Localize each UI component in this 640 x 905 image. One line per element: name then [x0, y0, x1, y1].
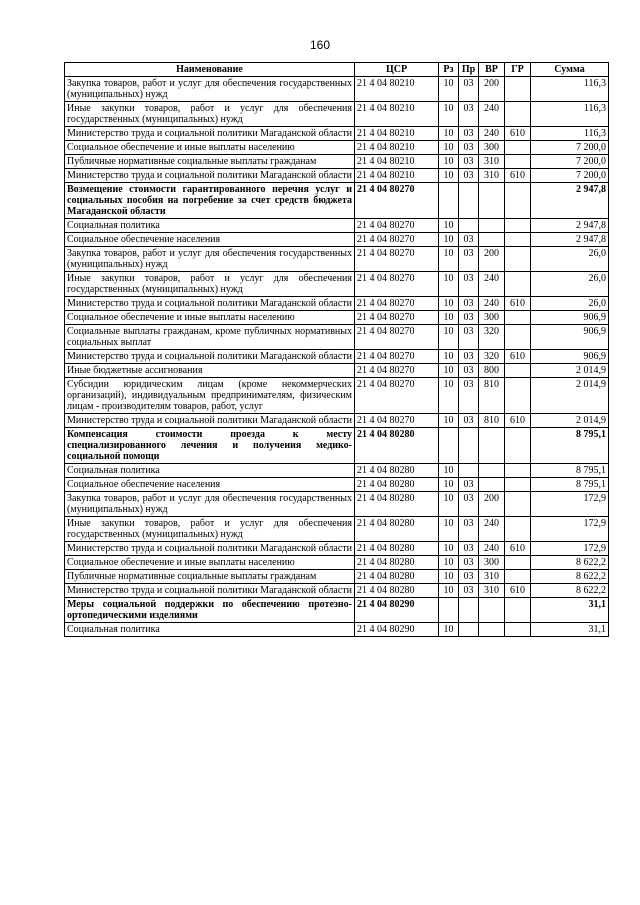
cell-gr: [505, 570, 531, 584]
cell-vr: 240: [479, 517, 505, 542]
cell-rz: 10: [439, 272, 459, 297]
cell-name: Публичные нормативные социальные выплаты гражданам: [65, 570, 355, 584]
cell-rz: [439, 183, 459, 219]
cell-gr: [505, 517, 531, 542]
cell-sum: 31,1: [531, 598, 609, 623]
cell-csr: 21 4 04 80280: [355, 478, 439, 492]
cell-csr: 21 4 04 80270: [355, 297, 439, 311]
cell-gr: [505, 183, 531, 219]
cell-vr: [479, 623, 505, 637]
cell-name: Компенсация стоимости проезда к месту специализированного лечения и получения медико-социальной помощи: [65, 428, 355, 464]
cell-name: Социальное обеспечение и иные выплаты населению: [65, 556, 355, 570]
table-row: [65, 127, 609, 141]
cell-gr: [505, 247, 531, 272]
cell-pr: [459, 623, 479, 637]
cell-gr: 610: [505, 350, 531, 364]
cell-gr: [505, 311, 531, 325]
cell-name: Иные закупки товаров, работ и услуг для обеспечения государственных (муниципальных) нужд: [65, 272, 355, 297]
cell-rz: 10: [439, 169, 459, 183]
table-row: [65, 325, 609, 350]
cell-gr: [505, 598, 531, 623]
cell-rz: 10: [439, 233, 459, 247]
cell-vr: [479, 233, 505, 247]
cell-rz: 10: [439, 378, 459, 414]
cell-csr: 21 4 04 80270: [355, 247, 439, 272]
cell-sum: 2 014,9: [531, 364, 609, 378]
cell-pr: 03: [459, 414, 479, 428]
cell-csr: 21 4 04 80280: [355, 428, 439, 464]
cell-csr: 21 4 04 80290: [355, 598, 439, 623]
cell-sum: 2 014,9: [531, 378, 609, 414]
cell-rz: 10: [439, 517, 459, 542]
header-vr: ВР: [479, 63, 505, 77]
cell-name: Закупка товаров, работ и услуг для обеспечения государственных (муниципальных) нужд: [65, 492, 355, 517]
cell-name: Социальная политика: [65, 219, 355, 233]
cell-name: Закупка товаров, работ и услуг для обеспечения государственных (муниципальных) нужд: [65, 77, 355, 102]
cell-gr: [505, 428, 531, 464]
cell-sum: 906,9: [531, 311, 609, 325]
cell-sum: 26,0: [531, 297, 609, 311]
cell-pr: 03: [459, 556, 479, 570]
cell-rz: [439, 598, 459, 623]
table-row: [65, 623, 609, 637]
table-row: [65, 102, 609, 127]
cell-gr: [505, 464, 531, 478]
cell-csr: 21 4 04 80210: [355, 102, 439, 127]
cell-name: Иные закупки товаров, работ и услуг для обеспечения государственных (муниципальных) нужд: [65, 102, 355, 127]
table-row: [65, 350, 609, 364]
table-body: [65, 77, 609, 637]
cell-name: Социальное обеспечение населения: [65, 478, 355, 492]
cell-sum: 8 795,1: [531, 464, 609, 478]
cell-sum: 7 200,0: [531, 155, 609, 169]
cell-name: Министерство труда и социальной политики Магаданской области: [65, 542, 355, 556]
cell-csr: 21 4 04 80210: [355, 77, 439, 102]
cell-vr: 310: [479, 570, 505, 584]
cell-vr: 200: [479, 77, 505, 102]
cell-pr: 03: [459, 155, 479, 169]
cell-name: Социальная политика: [65, 464, 355, 478]
cell-sum: 172,9: [531, 492, 609, 517]
cell-pr: 03: [459, 517, 479, 542]
cell-rz: 10: [439, 77, 459, 102]
cell-gr: [505, 219, 531, 233]
cell-sum: 26,0: [531, 272, 609, 297]
cell-csr: 21 4 04 80270: [355, 233, 439, 247]
table-row: [65, 598, 609, 623]
cell-csr: 21 4 04 80280: [355, 542, 439, 556]
header-name: Наименование: [65, 63, 355, 77]
cell-rz: 10: [439, 297, 459, 311]
cell-sum: 2 947,8: [531, 219, 609, 233]
cell-pr: 03: [459, 141, 479, 155]
cell-pr: [459, 219, 479, 233]
cell-name: Министерство труда и социальной политики Магаданской области: [65, 297, 355, 311]
cell-pr: 03: [459, 570, 479, 584]
cell-csr: 21 4 04 80280: [355, 492, 439, 517]
cell-gr: [505, 77, 531, 102]
table-row: [65, 364, 609, 378]
cell-sum: 8 622,2: [531, 556, 609, 570]
cell-gr: [505, 272, 531, 297]
cell-csr: 21 4 04 80210: [355, 155, 439, 169]
cell-pr: 03: [459, 378, 479, 414]
cell-name: Министерство труда и социальной политики Магаданской области: [65, 414, 355, 428]
cell-pr: 03: [459, 350, 479, 364]
page-number: 160: [309, 38, 331, 52]
cell-sum: 116,3: [531, 127, 609, 141]
cell-rz: 10: [439, 141, 459, 155]
cell-csr: 21 4 04 80210: [355, 127, 439, 141]
cell-csr: 21 4 04 80280: [355, 584, 439, 598]
cell-rz: 10: [439, 542, 459, 556]
cell-rz: 10: [439, 311, 459, 325]
table-row: [65, 219, 609, 233]
cell-csr: 21 4 04 80280: [355, 517, 439, 542]
cell-name: Министерство труда и социальной политики Магаданской области: [65, 169, 355, 183]
cell-rz: 10: [439, 584, 459, 598]
table-row: [65, 141, 609, 155]
cell-pr: 03: [459, 169, 479, 183]
cell-vr: [479, 219, 505, 233]
cell-pr: 03: [459, 77, 479, 102]
cell-csr: 21 4 04 80290: [355, 623, 439, 637]
cell-sum: 7 200,0: [531, 141, 609, 155]
cell-vr: 200: [479, 247, 505, 272]
cell-vr: 300: [479, 556, 505, 570]
cell-pr: 03: [459, 584, 479, 598]
cell-name: Закупка товаров, работ и услуг для обеспечения государственных (муниципальных) нужд: [65, 247, 355, 272]
cell-vr: 200: [479, 492, 505, 517]
cell-vr: 300: [479, 311, 505, 325]
cell-pr: 03: [459, 542, 479, 556]
cell-rz: 10: [439, 492, 459, 517]
cell-pr: 03: [459, 364, 479, 378]
table-row: [65, 478, 609, 492]
cell-csr: 21 4 04 80270: [355, 219, 439, 233]
table-row: [65, 272, 609, 297]
cell-gr: 610: [505, 414, 531, 428]
cell-gr: [505, 623, 531, 637]
table-row: [65, 169, 609, 183]
cell-pr: 03: [459, 102, 479, 127]
cell-sum: 172,9: [531, 517, 609, 542]
cell-rz: 10: [439, 219, 459, 233]
cell-pr: 03: [459, 325, 479, 350]
cell-vr: [479, 598, 505, 623]
cell-name: Меры социальной поддержки по обеспечению протезно-ортопедическими изделиями: [65, 598, 355, 623]
cell-csr: 21 4 04 80280: [355, 570, 439, 584]
cell-name: Министерство труда и социальной политики Магаданской области: [65, 127, 355, 141]
cell-gr: [505, 556, 531, 570]
cell-sum: 8 795,1: [531, 428, 609, 464]
cell-sum: 8 622,2: [531, 584, 609, 598]
cell-gr: [505, 478, 531, 492]
cell-vr: 310: [479, 155, 505, 169]
cell-sum: 116,3: [531, 102, 609, 127]
cell-rz: 10: [439, 414, 459, 428]
table-row: [65, 556, 609, 570]
cell-gr: [505, 492, 531, 517]
cell-rz: 10: [439, 464, 459, 478]
cell-pr: 03: [459, 297, 479, 311]
cell-vr: [479, 183, 505, 219]
cell-vr: 320: [479, 325, 505, 350]
budget-table: [64, 62, 609, 637]
cell-sum: 31,1: [531, 623, 609, 637]
cell-vr: 310: [479, 169, 505, 183]
cell-name: Социальные выплаты гражданам, кроме публичных нормативных социальных выплат: [65, 325, 355, 350]
cell-vr: 240: [479, 102, 505, 127]
cell-pr: 03: [459, 492, 479, 517]
cell-sum: 8 795,1: [531, 478, 609, 492]
cell-vr: 320: [479, 350, 505, 364]
cell-gr: 610: [505, 584, 531, 598]
cell-sum: 7 200,0: [531, 169, 609, 183]
cell-csr: 21 4 04 80270: [355, 378, 439, 414]
cell-gr: [505, 378, 531, 414]
cell-name: Возмещение стоимости гарантированного перечня услуг и социальных пособия на погребение за счет средств бюджета Магаданской области: [65, 183, 355, 219]
table-row: [65, 155, 609, 169]
cell-csr: 21 4 04 80270: [355, 311, 439, 325]
cell-gr: [505, 233, 531, 247]
cell-vr: 300: [479, 141, 505, 155]
cell-csr: 21 4 04 80270: [355, 183, 439, 219]
cell-name: Социальная политика: [65, 623, 355, 637]
header-rz: Рз: [439, 63, 459, 77]
table-row: [65, 247, 609, 272]
cell-gr: [505, 155, 531, 169]
table-row: [65, 297, 609, 311]
cell-rz: 10: [439, 102, 459, 127]
cell-gr: 610: [505, 127, 531, 141]
cell-sum: 2 947,8: [531, 233, 609, 247]
cell-pr: 03: [459, 311, 479, 325]
table-row: [65, 570, 609, 584]
cell-csr: 21 4 04 80270: [355, 325, 439, 350]
cell-vr: 310: [479, 584, 505, 598]
cell-vr: 240: [479, 542, 505, 556]
cell-rz: 10: [439, 325, 459, 350]
table-row: [65, 542, 609, 556]
cell-csr: 21 4 04 80210: [355, 141, 439, 155]
cell-vr: 240: [479, 272, 505, 297]
cell-name: Министерство труда и социальной политики Магаданской области: [65, 350, 355, 364]
cell-rz: 10: [439, 350, 459, 364]
cell-gr: [505, 325, 531, 350]
table-row: [65, 183, 609, 219]
cell-vr: 240: [479, 127, 505, 141]
cell-vr: 810: [479, 378, 505, 414]
cell-csr: 21 4 04 80270: [355, 364, 439, 378]
table-row: [65, 492, 609, 517]
cell-rz: 10: [439, 155, 459, 169]
cell-pr: [459, 183, 479, 219]
cell-name: Иные закупки товаров, работ и услуг для обеспечения государственных (муниципальных) нужд: [65, 517, 355, 542]
cell-vr: 240: [479, 297, 505, 311]
header-sum: Сумма: [531, 63, 609, 77]
cell-gr: [505, 364, 531, 378]
cell-name: Социальное обеспечение и иные выплаты населению: [65, 311, 355, 325]
table-row: [65, 77, 609, 102]
table-row: [65, 517, 609, 542]
cell-pr: 03: [459, 127, 479, 141]
cell-pr: 03: [459, 272, 479, 297]
cell-rz: 10: [439, 364, 459, 378]
cell-gr: 610: [505, 297, 531, 311]
table-row: [65, 233, 609, 247]
cell-rz: 10: [439, 623, 459, 637]
cell-vr: [479, 478, 505, 492]
table-row: [65, 378, 609, 414]
cell-rz: [439, 428, 459, 464]
cell-rz: 10: [439, 570, 459, 584]
cell-name: Социальное обеспечение населения: [65, 233, 355, 247]
cell-pr: [459, 428, 479, 464]
cell-name: Социальное обеспечение и иные выплаты населению: [65, 141, 355, 155]
cell-sum: 2 947,8: [531, 183, 609, 219]
cell-csr: 21 4 04 80270: [355, 350, 439, 364]
cell-csr: 21 4 04 80270: [355, 414, 439, 428]
cell-gr: [505, 102, 531, 127]
cell-csr: 21 4 04 80210: [355, 169, 439, 183]
table-row: [65, 311, 609, 325]
table-row: [65, 414, 609, 428]
cell-pr: 03: [459, 247, 479, 272]
cell-vr: [479, 428, 505, 464]
header-csr: ЦСР: [355, 63, 439, 77]
cell-pr: 03: [459, 478, 479, 492]
table-header-row: [65, 63, 609, 77]
cell-name: Министерство труда и социальной политики Магаданской области: [65, 584, 355, 598]
cell-vr: [479, 464, 505, 478]
cell-gr: 610: [505, 169, 531, 183]
cell-csr: 21 4 04 80270: [355, 272, 439, 297]
cell-sum: 172,9: [531, 542, 609, 556]
cell-rz: 10: [439, 247, 459, 272]
cell-pr: [459, 598, 479, 623]
cell-sum: 8 622,2: [531, 570, 609, 584]
cell-pr: 03: [459, 233, 479, 247]
cell-csr: 21 4 04 80280: [355, 556, 439, 570]
header-gr: ГР: [505, 63, 531, 77]
cell-sum: 26,0: [531, 247, 609, 272]
cell-rz: 10: [439, 556, 459, 570]
cell-csr: 21 4 04 80280: [355, 464, 439, 478]
cell-sum: 2 014,9: [531, 414, 609, 428]
table-row: [65, 428, 609, 464]
cell-pr: [459, 464, 479, 478]
table-row: [65, 584, 609, 598]
cell-name: Иные бюджетные ассигнования: [65, 364, 355, 378]
cell-vr: 800: [479, 364, 505, 378]
cell-rz: 10: [439, 478, 459, 492]
cell-sum: 116,3: [531, 77, 609, 102]
table-row: [65, 464, 609, 478]
cell-name: Публичные нормативные социальные выплаты гражданам: [65, 155, 355, 169]
cell-sum: 906,9: [531, 350, 609, 364]
cell-vr: 810: [479, 414, 505, 428]
cell-rz: 10: [439, 127, 459, 141]
cell-sum: 906,9: [531, 325, 609, 350]
cell-name: Субсидии юридическим лицам (кроме некоммерческих организаций), индивидуальным предпринимателям, физическим лицам - производителям товаров, работ, услуг: [65, 378, 355, 414]
header-pr: Пр: [459, 63, 479, 77]
cell-gr: 610: [505, 542, 531, 556]
cell-gr: [505, 141, 531, 155]
